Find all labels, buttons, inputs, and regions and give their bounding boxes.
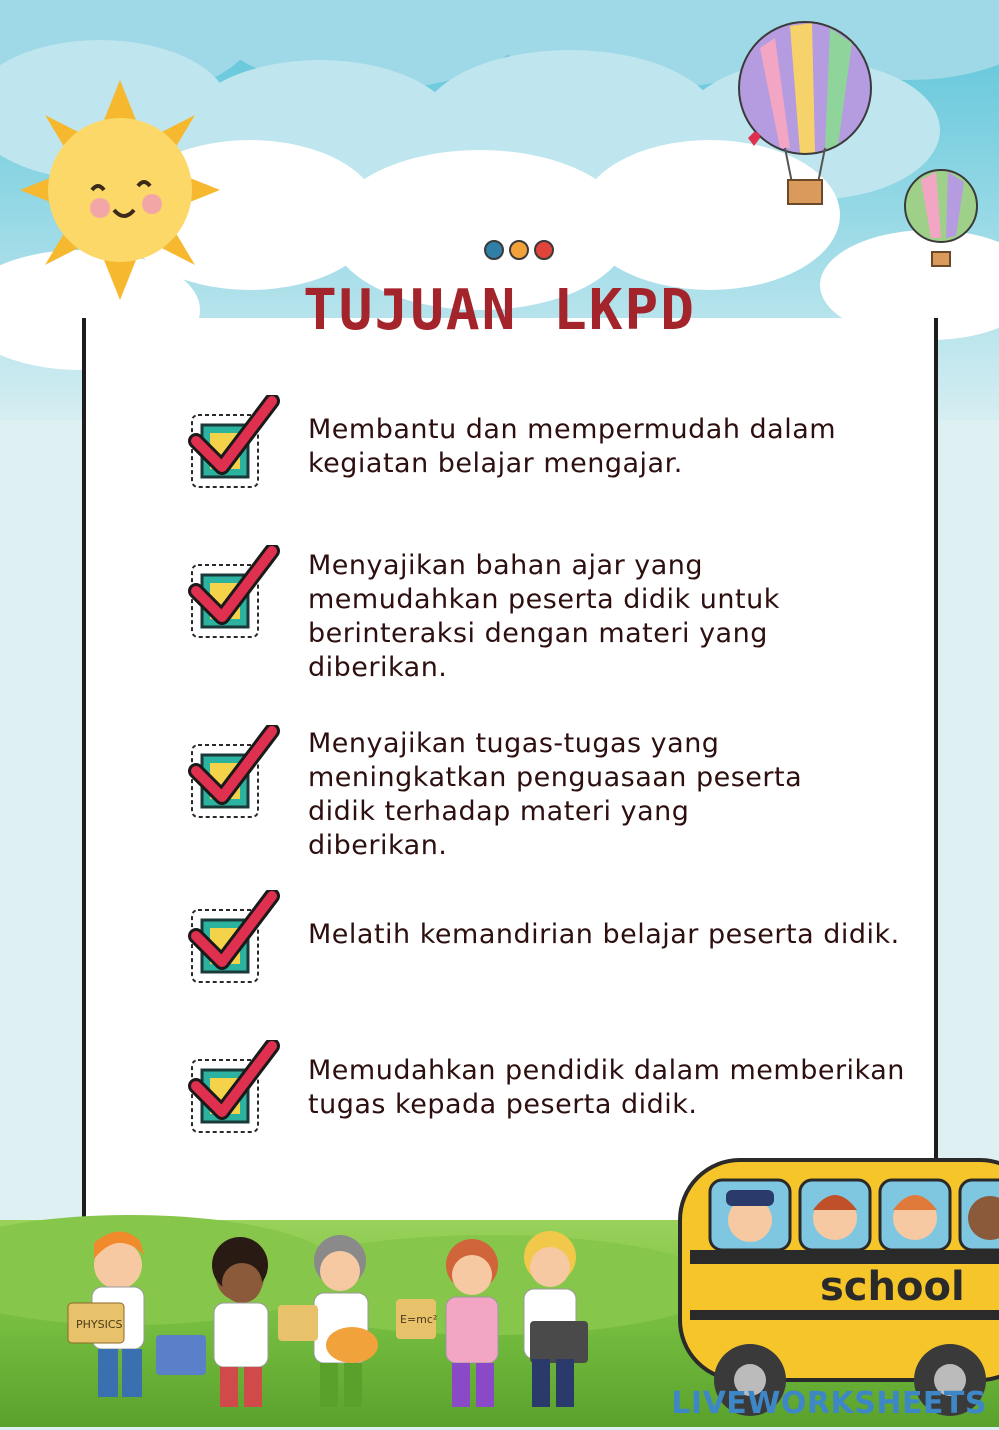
objective-item xyxy=(188,725,908,863)
dot-blue xyxy=(484,240,504,260)
objective-item xyxy=(188,395,908,495)
bus-label: school xyxy=(820,1264,965,1310)
objective-text: Menyajikan bahan ajar yang memudahkan peserta didik untuk berinteraksi dengan materi yang diberikan. xyxy=(308,550,780,683)
kids-walking-illustration xyxy=(40,1225,660,1415)
book-label-physics: PHYSICS xyxy=(76,1318,123,1331)
book-label-formula: E=mc² xyxy=(400,1313,438,1326)
objective-text: Melatih kemandirian belajar peserta didik. xyxy=(308,919,900,950)
objective-item xyxy=(188,890,908,990)
objective-text: Memudahkan pendidik dalam memberikan tugas kepada peserta didik. xyxy=(308,1055,905,1120)
decorative-dots xyxy=(484,240,554,260)
dot-red xyxy=(534,240,554,260)
objective-item xyxy=(188,1040,908,1140)
hot-air-balloon-icon xyxy=(730,18,900,218)
objective-text: Membantu dan mempermudah dalam kegiatan belajar mengajar. xyxy=(308,414,837,479)
checkbox-check-icon xyxy=(188,725,280,825)
checkbox-check-icon xyxy=(188,890,280,990)
watermark: LIVEWORKSHEETS xyxy=(671,1386,987,1421)
objective-text: Menyajikan tugas-tugas yang meningkatkan penguasaan peserta didik terhadap materi yang diberikan. xyxy=(308,728,803,861)
small-balloon-icon xyxy=(896,166,986,276)
checkbox-check-icon xyxy=(188,1040,280,1140)
dot-orange xyxy=(509,240,529,260)
checkbox-check-icon xyxy=(188,395,280,495)
sun-icon xyxy=(0,80,240,300)
checkbox-check-icon xyxy=(188,545,280,645)
objective-item xyxy=(188,545,908,685)
page-title: TUJUAN LKPD xyxy=(303,278,696,343)
